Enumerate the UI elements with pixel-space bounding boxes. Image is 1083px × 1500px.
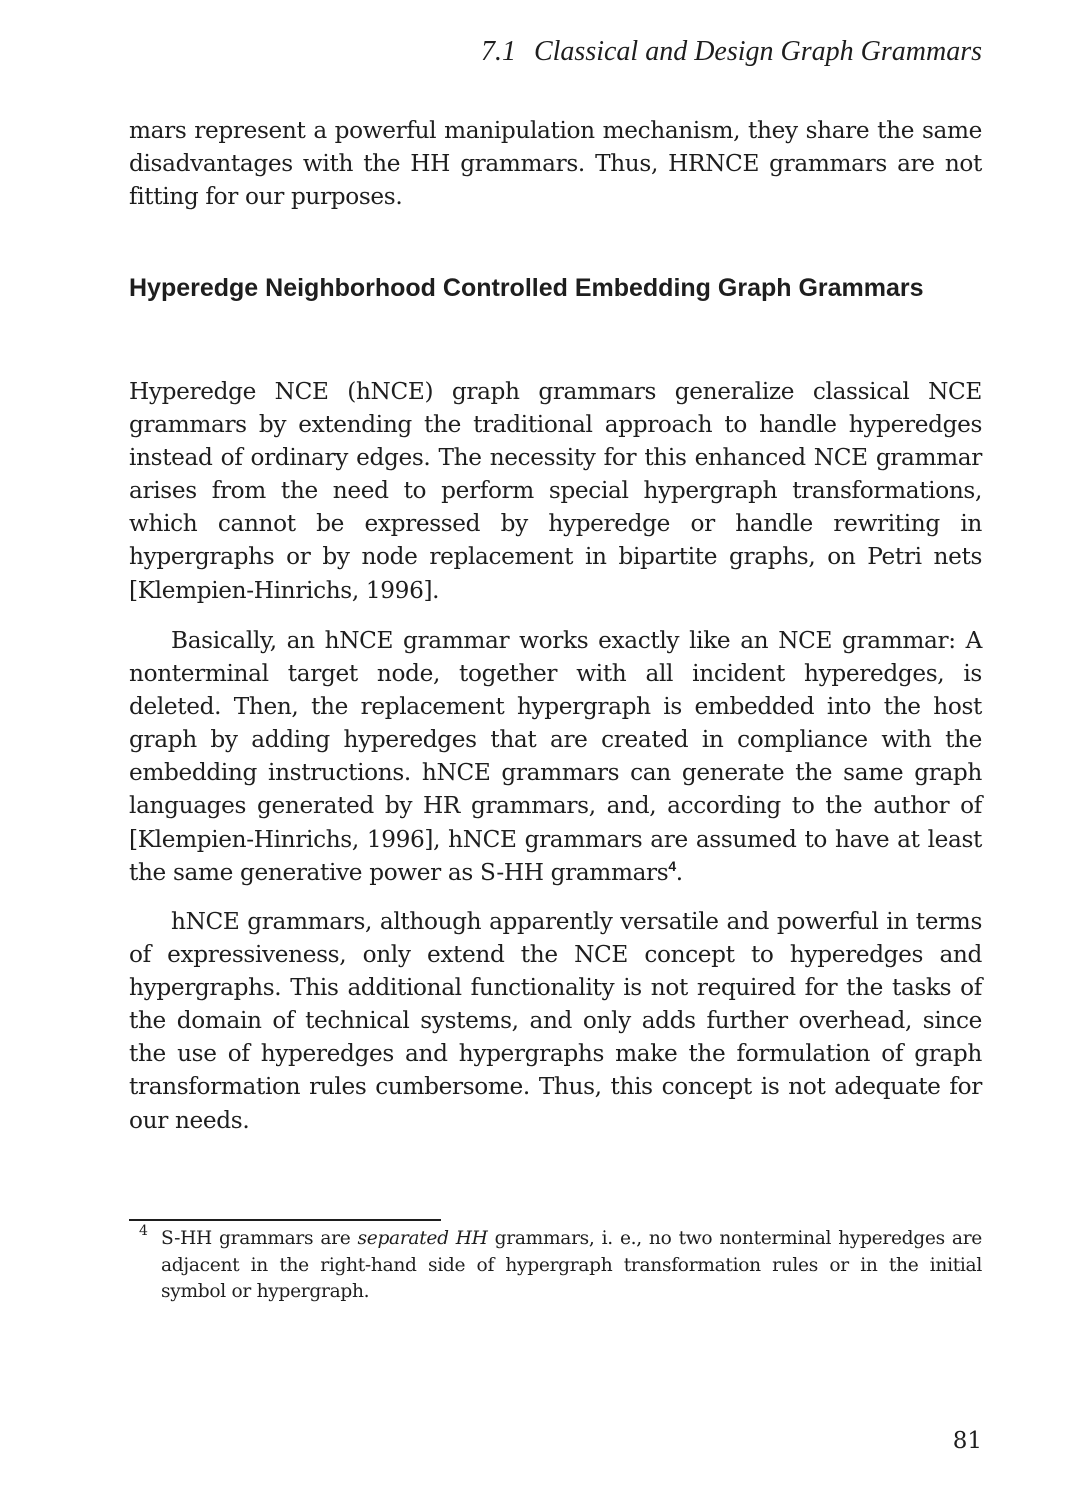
footnote-reference[interactable]: 4: [668, 857, 676, 874]
paragraph-hnce-mechanism: [129, 624, 982, 889]
paragraph-hnce-mechanism-text: Basically, an hNCE grammar works exactly like an NCE grammar: A nonterminal target node, together with all incident hyperedges, is deleted. Then, the replacement hypergraph is embedded into the host graph by adding hyperedges that are created in compliance with the embedding instructions. hNCE grammars can generate the same graph languages generated by HR grammars, and, according to the author of [Klempien-Hinrichs, 1996], hNCE grammars are assumed to have at least the same generative power as S-HH grammars: [129, 627, 982, 886]
paragraph-hnce-intro: Hyperedge NCE (hNCE) graph grammars generalize classical NCE grammars by extending the traditional approach to handle hyperedges instead of ordinary edges. The necessity for this enhanced NCE grammar arises from the need to perform special hypergraph transformations, which cannot be expressed by hyperedge or handle rewriting in hypergraphs or by node replacement in bipartite graphs, on Petri nets [Klempien-Hinrichs, 1996].: [129, 378, 982, 604]
paragraph-hnce-evaluation: hNCE grammars, although apparently versatile and powerful in terms of expressiveness, only extend the NCE concept to hyperedges and hypergraphs. This additional functionality is not required for the tasks of the domain of technical systems, and only adds further overhead, since the use of hyperedges and hypergraphs make the formulation of graph transformation rules cumbersome. Thus, this concept is not adequate for our needs.: [129, 908, 982, 1134]
page-number: 81: [952, 1428, 982, 1454]
running-head-title: Classical and Design Graph Grammars: [533, 36, 982, 67]
paragraph-hnce-mechanism-end: .: [675, 858, 683, 886]
footnote-rest: grammars, i. e., no two nonterminal hyperedges are adjacent in the right-hand side of hypergraph transformation rules or in the initial symbol or hypergraph.: [161, 1228, 982, 1302]
running-head: [481, 34, 982, 70]
footnote-marker: 4: [139, 1223, 148, 1239]
footnote-divider: [129, 1219, 441, 1221]
footnote-italic-term: separated HH: [357, 1228, 488, 1249]
footnote-lead: S-HH grammars are: [161, 1228, 358, 1249]
continuation-paragraph: mars represent a powerful manipulation mechanism, they share the same disadvantages with the HH grammars. Thus, HRNCE grammars are not fitting for our purposes.: [129, 117, 982, 211]
footnote: [139, 1223, 982, 1306]
section-heading: Hyperedge Neighborhood Controlled Embedding Graph Grammars: [129, 274, 924, 302]
running-head-section-number: 7.1: [480, 36, 516, 67]
